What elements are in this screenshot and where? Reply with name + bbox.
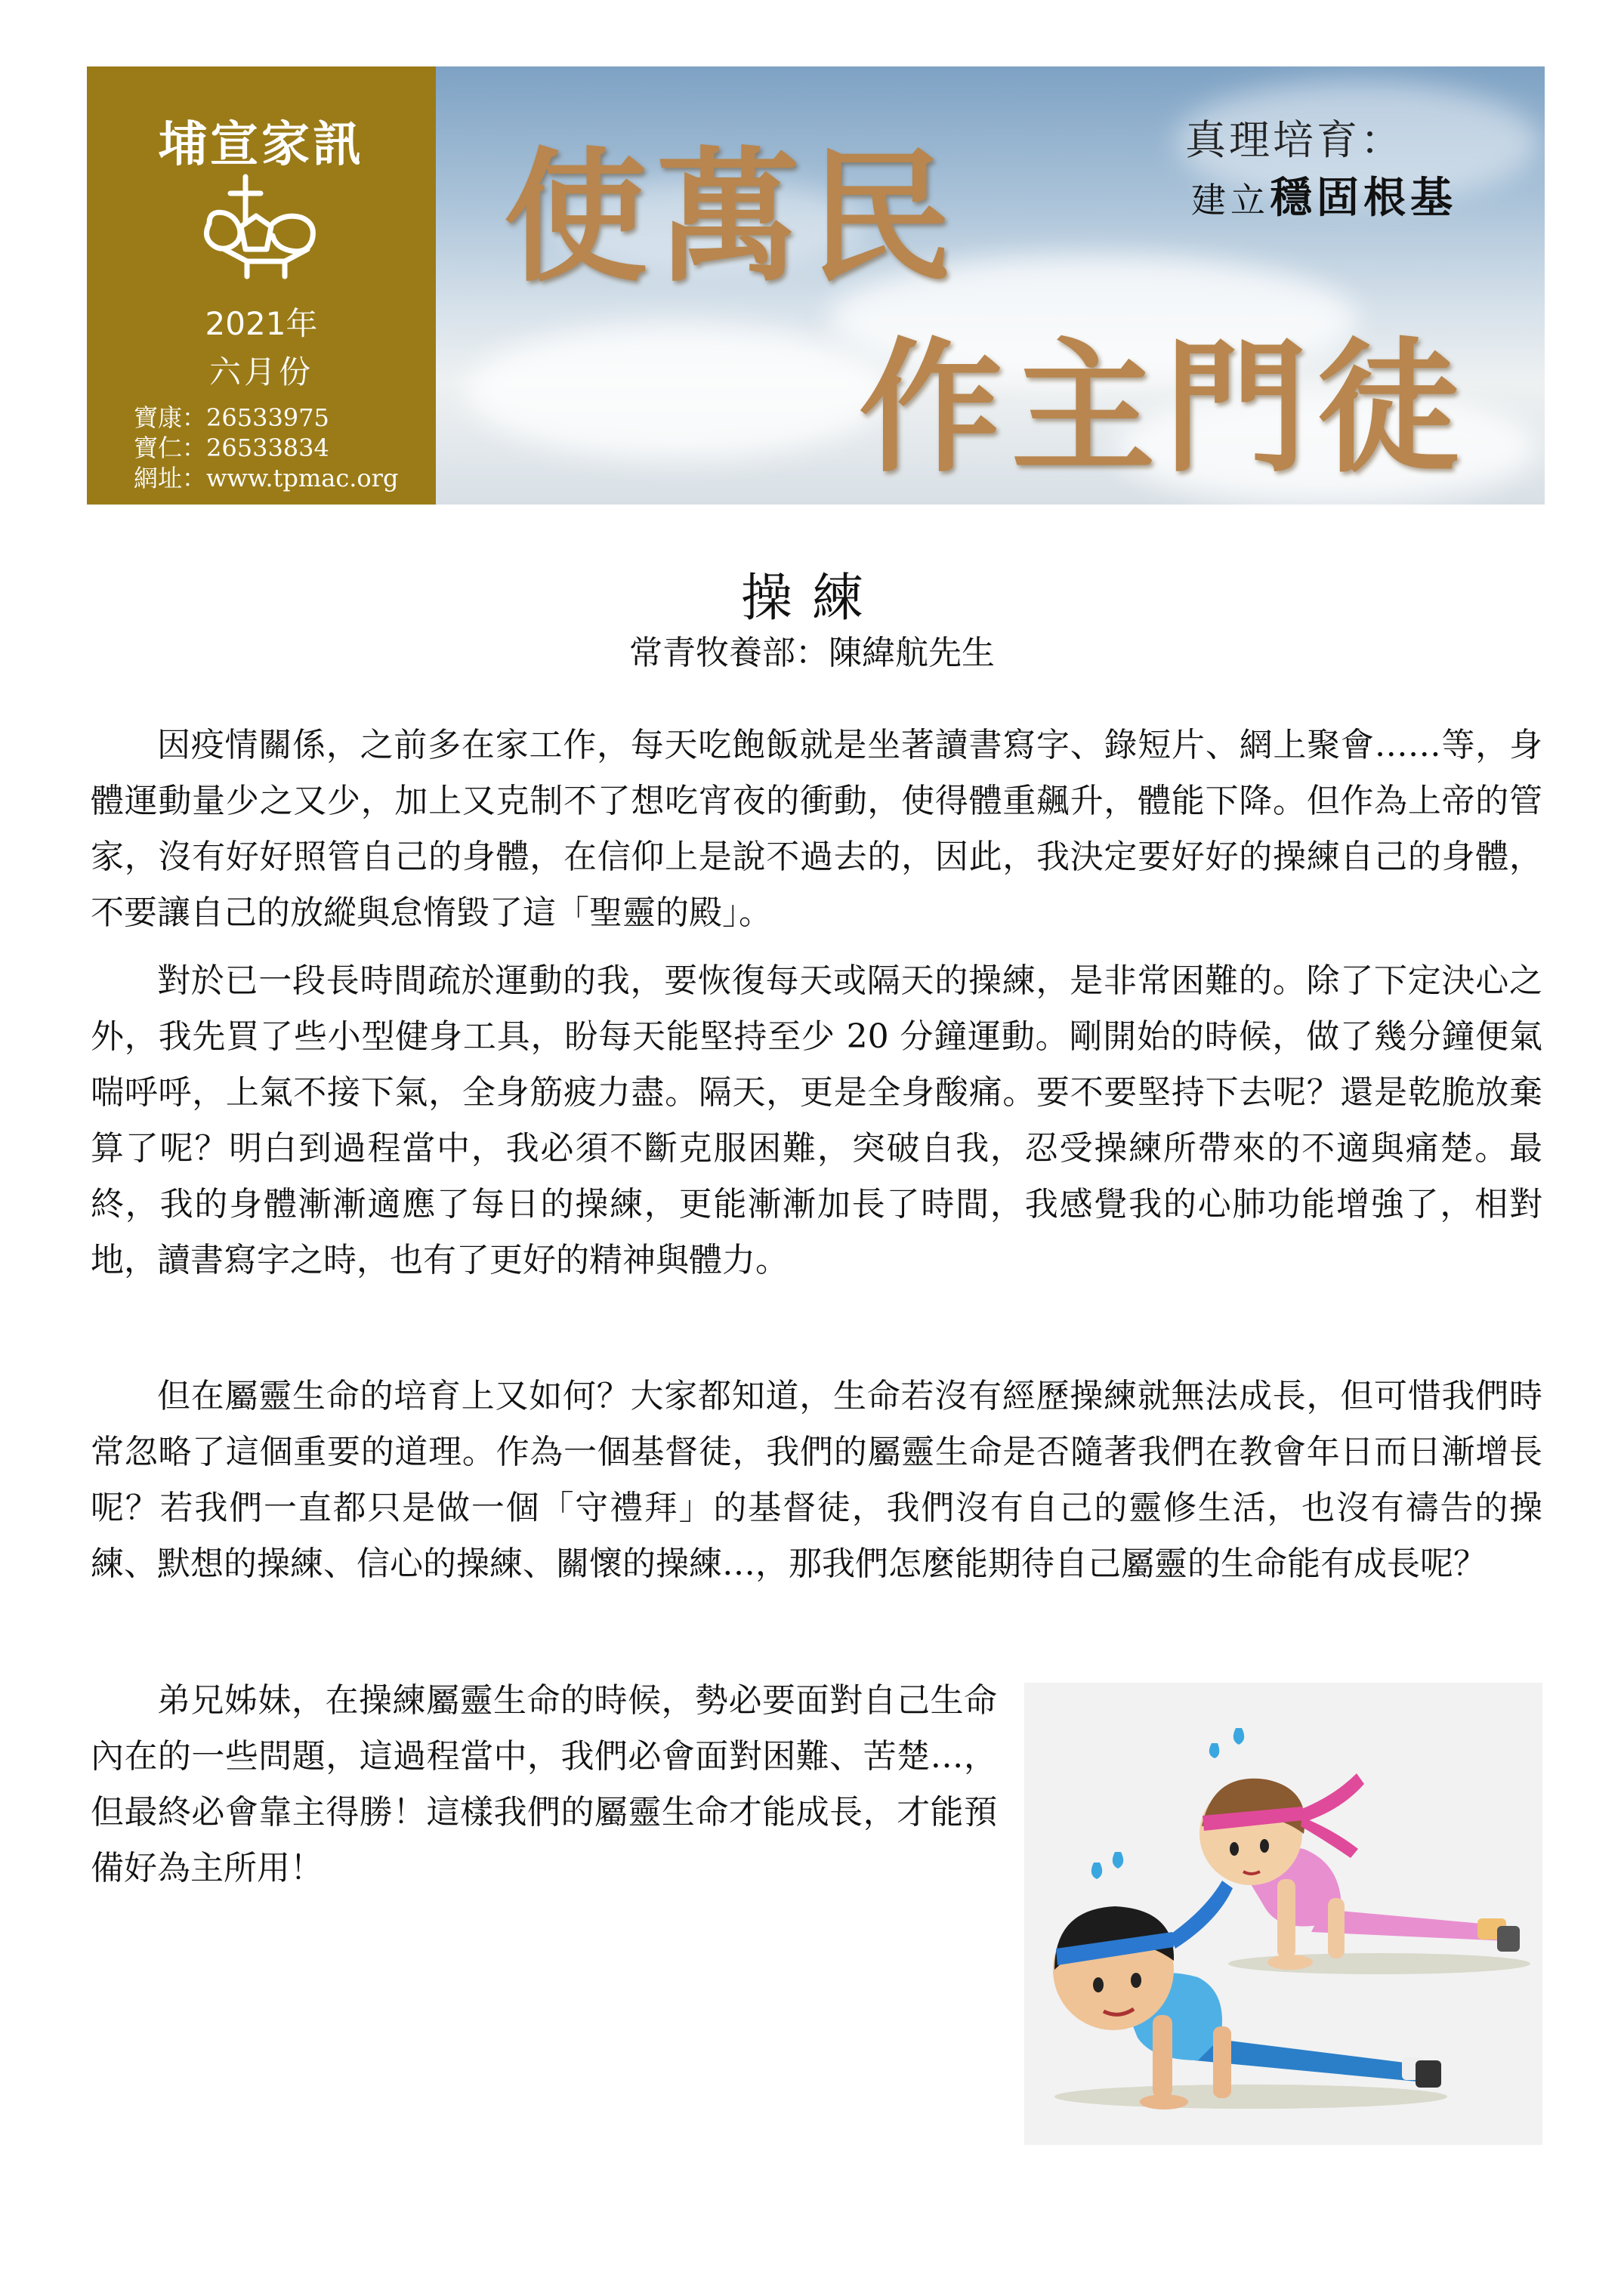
contact-phone-2: 寶仁：26533834 [134, 434, 329, 462]
theme-line1: 真理培育： [1185, 116, 1404, 164]
theme-line2-prefix: 建立 [1191, 180, 1270, 221]
theme-line2-emphasis: 穩固根基 [1270, 173, 1457, 223]
issue-month: 六月份 [208, 353, 313, 390]
issue-year: 2021年 [205, 305, 318, 342]
church-logo-icon [194, 171, 330, 284]
cloud-shape [466, 323, 889, 459]
logo-panel [87, 66, 436, 505]
sky-background [436, 66, 1545, 505]
contact-website: 網址：www.tpmac.org [134, 464, 399, 492]
theme-line2 [1191, 165, 1457, 225]
article-title: 操練 [740, 569, 883, 628]
header-banner [87, 66, 1545, 505]
pushup-illustration [1024, 1683, 1542, 2145]
article-paragraph-2: 對於已一段長時間疏於運動的我，要恢復每天或隔天的操練，是非常困難的。除了下定決心之外，我先買了些小型健身工具，盼每天能堅持至少 20 分鐘運動。剛開始的時候，做了幾分鐘便氣喘呼呼，上氣不接下氣，全身筋疲力盡。隔天，更是全身酸痛。要不要堅持下去呢？還是乾脆放棄算了呢？明白到過程當中，我必須不斷克服困難，突破自我，忍受操練所帶來的不適與痛楚。最終，我的身體漸漸適應了每日的操練，更能漸漸加長了時間，我感覺我的心肺功能增強了，相對地，讀書寫字之時，也有了更好的精神與體力。 [91, 961, 1542, 1279]
contact-phone-1: 寶康：26533975 [134, 403, 329, 432]
main-title-line1: 使萬民 [504, 133, 962, 301]
article-paragraph-4: 弟兄姊妹，在操練屬靈生命的時候，勢必要面對自己生命內在的一些問題，這過程當中，我們必會面對困難、苦楚…，但最終必會靠主得勝！這樣我們的屬靈生命才能成長，才能預備好為主所用！ [91, 1681, 997, 1887]
newsletter-name: 埔宣家訊 [159, 117, 364, 173]
article-paragraph-3: 但在屬靈生命的培育上又如何？大家都知道，生命若沒有經歷操練就無法成長，但可惜我們時常忽略了這個重要的道理。作為一個基督徒，我們的屬靈生命是否隨著我們在教會年日而日漸增長呢？若我們一直都只是做一個「守禮拜」的基督徒，我們沒有自己的靈修生活，也沒有禱告的操練、默想的操練、信心的操練、關懷的操練…，那我們怎麼能期待自己屬靈的生命能有成長呢？ [91, 1377, 1542, 1583]
article-paragraph-1: 因疫情關係，之前多在家工作，每天吃飽飯就是坐著讀書寫字、錄短片、網上聚會……等，身體運動量少之又少，加上又克制不了想吃宵夜的衝動，使得體重飆升，體能下降。但作為上帝的管家，沒有好好照管自己的身體，在信仰上是說不過去的，因此，我決定要好好的操練自己的身體，不要讓自己的放縱與怠惰毀了這「聖靈的殿」。 [91, 726, 1542, 932]
main-title-line2: 作主門徒 [859, 323, 1470, 492]
article-byline: 常青牧養部：陳緯航先生 [629, 634, 995, 672]
